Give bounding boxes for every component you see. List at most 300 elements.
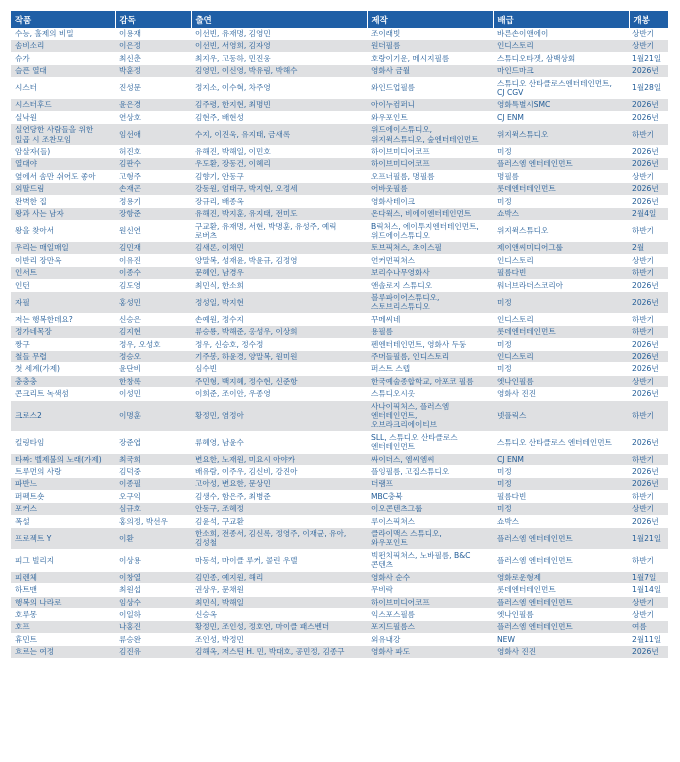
- cell-title: 포커스: [11, 503, 115, 515]
- cell-release: 2026년: [629, 111, 668, 123]
- cell-director: 이종필: [115, 478, 191, 490]
- cell-distribution: 필름다빈: [493, 267, 629, 279]
- cell-production: 앤솔로지 스튜디오: [367, 279, 493, 291]
- cell-director: 홍성민: [115, 291, 191, 313]
- cell-release: 2026년: [629, 65, 668, 77]
- table-row: [11, 363, 668, 375]
- table-row: [11, 503, 668, 515]
- cell-distribution: 영화로운형제: [493, 571, 629, 583]
- cell-cast: 장규리, 배종옥: [191, 195, 367, 207]
- cell-production: 언커먼픽쳐스: [367, 254, 493, 266]
- table-row: [11, 388, 668, 400]
- cell-production: 보리수나무영화사: [367, 267, 493, 279]
- cell-director: 최신춘: [115, 52, 191, 64]
- cell-director: 윤은경: [115, 99, 191, 111]
- table-row: [11, 124, 668, 146]
- table-row: [11, 375, 668, 387]
- cell-title: 외딸드림: [11, 183, 115, 195]
- cell-release: 상반기: [629, 254, 668, 266]
- cell-cast: 김현주, 배현성: [191, 111, 367, 123]
- table-row: [11, 28, 668, 40]
- cell-production: 스튜디오시옷: [367, 388, 493, 400]
- cell-distribution: 플러스엠 엔터테인먼트: [493, 596, 629, 608]
- cell-production: B릭처스, 에이투지엔터테인먼트, 위드에이스튜디오: [367, 220, 493, 242]
- cell-production: 영화사테이크: [367, 195, 493, 207]
- table-row: [11, 291, 668, 313]
- cell-release: 하반기: [629, 490, 668, 502]
- cell-release: 2026년: [629, 291, 668, 313]
- cell-release: 상반기: [629, 503, 668, 515]
- header-release: 개봉: [629, 11, 668, 28]
- cell-director: 진성문: [115, 77, 191, 99]
- cell-title: 슬픈 열대: [11, 65, 115, 77]
- cell-title: 휴민트: [11, 633, 115, 645]
- cell-title: 인턴: [11, 279, 115, 291]
- cell-release: 하반기: [629, 549, 668, 571]
- cell-director: 한창록: [115, 375, 191, 387]
- cell-director: 이용재: [115, 28, 191, 40]
- cell-production: 하이브미디어코프: [367, 596, 493, 608]
- cell-title: 암살자(들): [11, 146, 115, 158]
- header-production: 제작: [367, 11, 493, 28]
- cell-director: 이유진: [115, 254, 191, 266]
- cell-release: 2월11일: [629, 633, 668, 645]
- cell-cast: 한소희, 전종서, 김신록, 정영주, 이재균, 유아, 김성철: [191, 528, 367, 550]
- cell-release: 2월: [629, 242, 668, 254]
- cell-distribution: 인디스토리: [493, 313, 629, 325]
- cell-cast: 류혜영, 남윤수: [191, 431, 367, 453]
- cell-distribution: 롯데엔터테인먼트: [493, 183, 629, 195]
- cell-cast: 최민식, 한소희: [191, 279, 367, 291]
- cell-cast: 김새론, 이채민: [191, 242, 367, 254]
- table-row: [11, 313, 668, 325]
- cell-release: 2026년: [629, 515, 668, 527]
- table-row: [11, 400, 668, 431]
- cell-distribution: 미정: [493, 291, 629, 313]
- cell-production: 조이래빗: [367, 28, 493, 40]
- cell-director: 나홍진: [115, 621, 191, 633]
- cell-title: 행복의 나라로: [11, 596, 115, 608]
- cell-distribution: 미정: [493, 338, 629, 350]
- cell-cast: 최민식, 박해일: [191, 596, 367, 608]
- cell-cast: 우도환, 장동건, 이혜리: [191, 158, 367, 170]
- cell-distribution: 넷플릭스: [493, 400, 629, 431]
- cell-distribution: 쇼박스: [493, 208, 629, 220]
- cell-production: 용필름: [367, 326, 493, 338]
- cell-distribution: NEW: [493, 633, 629, 645]
- cell-director: 이성민: [115, 388, 191, 400]
- cell-title: 짱구: [11, 338, 115, 350]
- cell-release: 하반기: [629, 453, 668, 465]
- cell-production: 꾸메씨네: [367, 313, 493, 325]
- cell-production: 클라이맥스 스튜디오, 와우포인트: [367, 528, 493, 550]
- cell-title: 솜비소리: [11, 40, 115, 52]
- cell-director: 이일하: [115, 608, 191, 620]
- cell-production: 와우포인트: [367, 111, 493, 123]
- cell-cast: 김생수, 함은주, 최병준: [191, 490, 367, 502]
- cell-production: 와인드업필름: [367, 77, 493, 99]
- table-row: [11, 350, 668, 362]
- cell-title: 자필: [11, 291, 115, 313]
- cell-director: 이은정: [115, 40, 191, 52]
- cell-release: 상반기: [629, 596, 668, 608]
- cell-release: 여름: [629, 621, 668, 633]
- cell-cast: 배유람, 이주우, 김신비, 강진아: [191, 466, 367, 478]
- cell-director: 최국희: [115, 453, 191, 465]
- cell-distribution: 플러스엠 엔터테인먼트: [493, 549, 629, 571]
- table-row: [11, 466, 668, 478]
- cell-release: 2026년: [629, 279, 668, 291]
- cell-director: 류승완: [115, 633, 191, 645]
- cell-director: 정승오: [115, 350, 191, 362]
- cell-release: 상반기: [629, 608, 668, 620]
- cell-release: 2026년: [629, 195, 668, 207]
- cell-release: 하반기: [629, 400, 668, 431]
- cell-release: 하반기: [629, 124, 668, 146]
- cell-production: 영화사 파도: [367, 646, 493, 658]
- cell-cast: 이희준, 조이안, 우종영: [191, 388, 367, 400]
- cell-production: 싸이더스, 엠씨엠씨: [367, 453, 493, 465]
- cell-title: 옆에서 솜만 쉬어도 좋아: [11, 170, 115, 182]
- cell-distribution: 플러스엠 엔터테인먼트: [493, 528, 629, 550]
- cell-cast: 김해옥, 저스틴 H. 민, 박대호, 공민정, 김종구: [191, 646, 367, 658]
- cell-director: 김진유: [115, 646, 191, 658]
- cell-cast: 김민종, 예지원, 해리: [191, 571, 367, 583]
- cell-production: 루이스픽쳐스: [367, 515, 493, 527]
- cell-title: 우리는 매일매일: [11, 242, 115, 254]
- cell-title: 왕과 사는 남자: [11, 208, 115, 220]
- cell-director: 장준엽: [115, 431, 191, 453]
- cell-cast: 유해진, 박지훈, 유지태, 전미도: [191, 208, 367, 220]
- cell-production: 블루파이어스튜디오, 스토브리스튜디오: [367, 291, 493, 313]
- table-row: [11, 254, 668, 266]
- header-distribution: 배급: [493, 11, 629, 28]
- cell-production: 더램프: [367, 478, 493, 490]
- cell-cast: 주민형, 백지혜, 정수현, 신준항: [191, 375, 367, 387]
- table-row: [11, 549, 668, 571]
- cell-cast: 문혜인, 남경우: [191, 267, 367, 279]
- table-row: [11, 195, 668, 207]
- cell-cast: 심수빈: [191, 363, 367, 375]
- cell-cast: 구교환, 유재명, 서현, 박명훈, 유성주, 예릭 로버츠: [191, 220, 367, 242]
- cell-production: 하이브미디어코프: [367, 146, 493, 158]
- cell-cast: 변요한, 노재원, 미요시 아야카: [191, 453, 367, 465]
- cell-director: 김도영: [115, 279, 191, 291]
- cell-cast: 기주봉, 하윤경, 양말복, 원미원: [191, 350, 367, 362]
- cell-title: 콘크리트 녹색섬: [11, 388, 115, 400]
- cell-cast: 이선빈, 유재명, 김영민: [191, 28, 367, 40]
- cell-production: 원더필름: [367, 40, 493, 52]
- cell-release: 2026년: [629, 431, 668, 453]
- cell-distribution: 마인드마크: [493, 65, 629, 77]
- cell-director: 정우, 오성호: [115, 338, 191, 350]
- cell-production: 주머들필름, 인디스토리: [367, 350, 493, 362]
- cell-distribution: 미정: [493, 503, 629, 515]
- cell-title: 하트맨: [11, 584, 115, 596]
- cell-title: 실낙원: [11, 111, 115, 123]
- cell-production: 오프너필름, 명필름: [367, 170, 493, 182]
- cell-distribution: 인디스토리: [493, 350, 629, 362]
- cell-cast: 정성일, 박지현: [191, 291, 367, 313]
- header-director: 감독: [115, 11, 191, 28]
- cell-director: 홍의정, 박선우: [115, 515, 191, 527]
- cell-distribution: 필름다빈: [493, 490, 629, 502]
- cell-director: 손재곤: [115, 183, 191, 195]
- cell-cast: 황정민, 조인성, 정호연, 마이클 패스벤더: [191, 621, 367, 633]
- cell-distribution: 롯데엔터테인먼트: [493, 584, 629, 596]
- cell-title: 저는 행복한데요?: [11, 313, 115, 325]
- table-row: [11, 596, 668, 608]
- cell-cast: 정지소, 이수혁, 차주영: [191, 77, 367, 99]
- cell-release: 1월28일: [629, 77, 668, 99]
- cell-production: 빅펀치픽쳐스, 노바필름, B&C 콘텐츠: [367, 549, 493, 571]
- cell-production: 영화사 순수: [367, 571, 493, 583]
- cell-title: 호프: [11, 621, 115, 633]
- cell-director: 심규호: [115, 503, 191, 515]
- cell-distribution: 스튜디오 산타클로스 엔터테인먼트: [493, 431, 629, 453]
- cell-release: 2026년: [629, 99, 668, 111]
- cell-title: 왕을 찾아서: [11, 220, 115, 242]
- cell-production: 위드에이스튜디오, 위지윅스튜디오, 숲엔터테인먼트: [367, 124, 493, 146]
- cell-distribution: 워너브라더스코리아: [493, 279, 629, 291]
- cell-release: 2026년: [629, 466, 668, 478]
- cell-cast: 최지우, 고동하, 민진웅: [191, 52, 367, 64]
- cell-director: 정용기: [115, 195, 191, 207]
- cell-production: 한국예술종합학교, 아포코 필름: [367, 375, 493, 387]
- table-row: [11, 646, 668, 658]
- cell-production: 플잉필름, 고집스튜디오: [367, 466, 493, 478]
- cell-title: 철들 무렵: [11, 350, 115, 362]
- cell-production: SLL, 스튜디오 산타클로스 엔터테인먼트: [367, 431, 493, 453]
- cell-director: 임상수: [115, 596, 191, 608]
- cell-distribution: 명필름: [493, 170, 629, 182]
- cell-cast: 손예원, 정수지: [191, 313, 367, 325]
- cell-cast: 김주령, 한지현, 최명빈: [191, 99, 367, 111]
- cell-release: 2026년: [629, 146, 668, 158]
- cell-production: 영화사 금월: [367, 65, 493, 77]
- cell-director: 김민재: [115, 242, 191, 254]
- table-row: [11, 338, 668, 350]
- cell-release: 2월4일: [629, 208, 668, 220]
- table-body: [11, 28, 668, 658]
- cell-cast: 수지, 이진욱, 유지태, 금새록: [191, 124, 367, 146]
- cell-production: 토브픽쳐스, 초이스필: [367, 242, 493, 254]
- cell-title: 흐르는 여정: [11, 646, 115, 658]
- header-title: 작품: [11, 11, 115, 28]
- cell-director: 이환: [115, 528, 191, 550]
- cell-distribution: CJ ENM: [493, 453, 629, 465]
- table-row: [11, 183, 668, 195]
- cell-title: 수능, 홀제의 비밀: [11, 28, 115, 40]
- cell-distribution: 엣나인필름: [493, 608, 629, 620]
- cell-distribution: 영화사 진진: [493, 388, 629, 400]
- cell-distribution: 영화사 진진: [493, 646, 629, 658]
- cell-title: 크로스2: [11, 400, 115, 431]
- cell-title: 호루몽: [11, 608, 115, 620]
- cell-director: 오구익: [115, 490, 191, 502]
- cell-release: 1월14일: [629, 584, 668, 596]
- table-row: [11, 528, 668, 550]
- table-row: [11, 99, 668, 111]
- cell-cast: 정우, 신승호, 정수정: [191, 338, 367, 350]
- table-row: [11, 111, 668, 123]
- cell-title: 열대야: [11, 158, 115, 170]
- cell-title: 피렌체: [11, 571, 115, 583]
- cell-release: 하반기: [629, 267, 668, 279]
- table-row: [11, 170, 668, 182]
- table-row: [11, 40, 668, 52]
- cell-distribution: 인디스토리: [493, 40, 629, 52]
- table-row: [11, 621, 668, 633]
- cell-production: 호랑이기운, 메시지필름: [367, 52, 493, 64]
- cell-distribution: 위지윅스튜디오: [493, 124, 629, 146]
- cell-cast: 강동원, 엄태구, 박지현, 오정세: [191, 183, 367, 195]
- cell-release: 하반기: [629, 220, 668, 242]
- cell-distribution: 플러스엠 엔터테인먼트: [493, 621, 629, 633]
- cell-release: 1월7일: [629, 571, 668, 583]
- header-cast: 출연: [191, 11, 367, 28]
- cell-distribution: 엣나인필름: [493, 375, 629, 387]
- cell-director: 이종수: [115, 267, 191, 279]
- cell-release: 상반기: [629, 28, 668, 40]
- cell-title: 트루먼의 사랑: [11, 466, 115, 478]
- cell-distribution: CJ ENM: [493, 111, 629, 123]
- cell-director: 이명훈: [115, 400, 191, 431]
- cell-cast: 김영민, 이신영, 박유림, 박해수: [191, 65, 367, 77]
- cell-cast: 조인성, 박정민: [191, 633, 367, 645]
- cell-release: 2026년: [629, 338, 668, 350]
- cell-title: 정가네목장: [11, 326, 115, 338]
- cell-cast: 신승옥: [191, 608, 367, 620]
- cell-cast: 류승룡, 박해준, 옹성우, 이상희: [191, 326, 367, 338]
- cell-distribution: 미정: [493, 195, 629, 207]
- cell-director: 이창열: [115, 571, 191, 583]
- cell-release: 상반기: [629, 375, 668, 387]
- table-row: [11, 52, 668, 64]
- cell-title: 프로젝트 Y: [11, 528, 115, 550]
- cell-director: 원신연: [115, 220, 191, 242]
- cell-title: 첫 세계(가제): [11, 363, 115, 375]
- table-row: [11, 453, 668, 465]
- table-row: [11, 431, 668, 453]
- cell-director: 이상용: [115, 549, 191, 571]
- cell-title: 킬링타임: [11, 431, 115, 453]
- cell-release: 2026년: [629, 350, 668, 362]
- cell-cast: 양말복, 성재윤, 박윤규, 김정영: [191, 254, 367, 266]
- cell-director: 김덕중: [115, 466, 191, 478]
- cell-release: 하반기: [629, 326, 668, 338]
- cell-production: 하이브미디어코프: [367, 158, 493, 170]
- cell-release: 2026년: [629, 388, 668, 400]
- table-row: [11, 267, 668, 279]
- cell-cast: 마동석, 마이클 루커, 콜린 우델: [191, 549, 367, 571]
- table-row: [11, 146, 668, 158]
- cell-distribution: 스튜디오타겟, 삼백상회: [493, 52, 629, 64]
- cell-production: 익스포스필름: [367, 608, 493, 620]
- cell-director: 임선애: [115, 124, 191, 146]
- cell-distribution: 미정: [493, 146, 629, 158]
- cell-title: 파반느: [11, 478, 115, 490]
- table-row: [11, 326, 668, 338]
- cell-title: 완벽한 집: [11, 195, 115, 207]
- cell-director: 최원섭: [115, 584, 191, 596]
- cell-title: 슈가: [11, 52, 115, 64]
- table-row: [11, 478, 668, 490]
- cell-director: 장항준: [115, 208, 191, 220]
- table-row: [11, 490, 668, 502]
- cell-title: 시스터후드: [11, 99, 115, 111]
- cell-release: 1월21일: [629, 52, 668, 64]
- cell-production: 이오콘텐츠그룹: [367, 503, 493, 515]
- cell-director: 연상호: [115, 111, 191, 123]
- table-row: [11, 65, 668, 77]
- cell-production: 온다웍스, 비에이엔터테인먼트: [367, 208, 493, 220]
- cell-cast: 김윤석, 구교환: [191, 515, 367, 527]
- cell-production: 포지드필름스: [367, 621, 493, 633]
- cell-production: 퍼스트 스텝: [367, 363, 493, 375]
- table-row: [11, 242, 668, 254]
- cell-title: 이반리 장만옥: [11, 254, 115, 266]
- cell-director: 김판수: [115, 158, 191, 170]
- table-row: [11, 584, 668, 596]
- table-row: [11, 633, 668, 645]
- cell-director: 허진호: [115, 146, 191, 158]
- cell-cast: 이선빈, 서영희, 김자영: [191, 40, 367, 52]
- cell-title: 타짜: 벨제불의 노래(가제): [11, 453, 115, 465]
- cell-title: 충충충: [11, 375, 115, 387]
- cell-cast: 고아성, 변요한, 문상민: [191, 478, 367, 490]
- cell-release: 2026년: [629, 183, 668, 195]
- cell-director: 김지현: [115, 326, 191, 338]
- cell-release: 1월21일: [629, 528, 668, 550]
- table-header-row: [11, 11, 668, 28]
- cell-production: 아이누컴퍼니: [367, 99, 493, 111]
- cell-director: 신승은: [115, 313, 191, 325]
- cell-distribution: 쇼박스: [493, 515, 629, 527]
- cell-cast: 황정민, 염정아: [191, 400, 367, 431]
- cell-distribution: 미정: [493, 478, 629, 490]
- cell-release: 상반기: [629, 170, 668, 182]
- cell-release: 하반기: [629, 313, 668, 325]
- cell-distribution: 스튜디오 산타클로스엔터테인먼트, CJ CGV: [493, 77, 629, 99]
- cell-distribution: 롯데엔터테인먼트: [493, 326, 629, 338]
- cell-release: 2026년: [629, 646, 668, 658]
- cell-distribution: 위지윅스튜디오: [493, 220, 629, 242]
- cell-title: 퍼펙트숏: [11, 490, 115, 502]
- table-row: [11, 220, 668, 242]
- cell-distribution: 플러스엠 엔터테인먼트: [493, 158, 629, 170]
- cell-release: 2026년: [629, 478, 668, 490]
- table-row: [11, 208, 668, 220]
- cell-director: 윤단비: [115, 363, 191, 375]
- cell-title: 인서트: [11, 267, 115, 279]
- cell-director: 박훈정: [115, 65, 191, 77]
- cell-release: 2026년: [629, 363, 668, 375]
- cell-cast: 권상우, 문채원: [191, 584, 367, 596]
- cell-title: 실연당한 사람들을 위한 일곱 시 조찬모임: [11, 124, 115, 146]
- table-row: [11, 608, 668, 620]
- cell-production: 펜엔터테인먼트, 영화사 두둥: [367, 338, 493, 350]
- table-row: [11, 515, 668, 527]
- cell-distribution: 영화특별시SMC: [493, 99, 629, 111]
- cell-distribution: 제이앤씨미디어그룹: [493, 242, 629, 254]
- table-row: [11, 279, 668, 291]
- cell-director: 고형주: [115, 170, 191, 182]
- cell-distribution: 미정: [493, 363, 629, 375]
- cell-title: 시스터: [11, 77, 115, 99]
- table-row: [11, 77, 668, 99]
- cell-cast: 안동구, 조혜정: [191, 503, 367, 515]
